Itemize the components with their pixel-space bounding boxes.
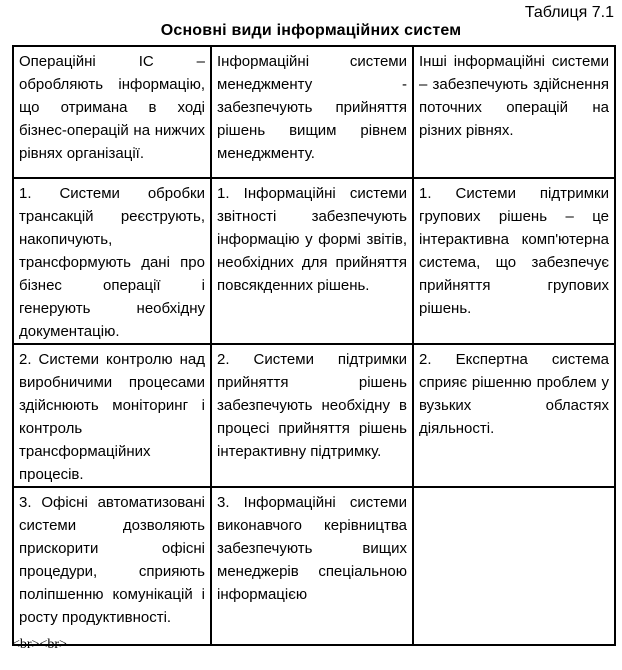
cell-management-is: Інформаційні системи менеджменту - забезпечують прийняття рішень вищим рівнем менеджменту.: [211, 46, 413, 178]
table-row: [13, 178, 615, 344]
cell-decision-support: 2. Системи підтримки прийняття рішень забезпечують необхідну в процесі прийняття рішень інтерактивну підтримку.: [211, 344, 413, 487]
cell-group-decision-support: 1. Системи підтримки групових рішень – це інтерактивна комп'ютерна система, що забезпечує прийняття групових рішень.: [413, 178, 615, 344]
table-title: Основні види інформаційних систем: [160, 22, 462, 39]
info-systems-table: [12, 45, 616, 646]
cell-other-is: Інші інформаційні системи – забезпечують здійснення поточних операцій на різних рівнях.: [413, 46, 615, 178]
table-row-header: [13, 46, 615, 178]
cell-expert-system: 2. Експертна система сприяє рішенню проблем у вузьких областях діяльності.: [413, 344, 615, 487]
cell-office-automation: 3. Офісні автоматизовані системи дозволяють прискорити офісні процедури, сприяють поліпшенню комунікацій і росту продуктивності.: [13, 487, 211, 645]
cell-executive-is: 3. Інформаційні системи виконавчого керівництва забезпечують вищих менеджерів спеціальною інформацією: [211, 487, 413, 645]
cell-transaction-processing: 1. Системи обробки трансакцій реєструють, накопичують, трансформують дані про бізнес операції і генерують необхідну документацію.: [13, 178, 211, 344]
cell-reporting-is: 1. Інформаційні системи звітності забезпечують інформацію у формі звітів, необхідних для прийняття повсякденних рішень.: [211, 178, 413, 344]
cell-process-control: 2. Системи контролю над виробничими процесами здійснюють моніторинг і контроль трансформаційних процесів.: [13, 344, 211, 487]
stray-br-markup: <br><br>: [12, 637, 67, 652]
cell-empty: [413, 487, 615, 645]
cell-operational-is: Операційні ІС – обробляють інформацію, що отримана в ході бізнес-операцій на нижчих рівнях організації.: [13, 46, 211, 178]
table-row: [13, 344, 615, 487]
table-number: Таблиця 7.1: [524, 4, 614, 21]
table-row: [13, 487, 615, 645]
